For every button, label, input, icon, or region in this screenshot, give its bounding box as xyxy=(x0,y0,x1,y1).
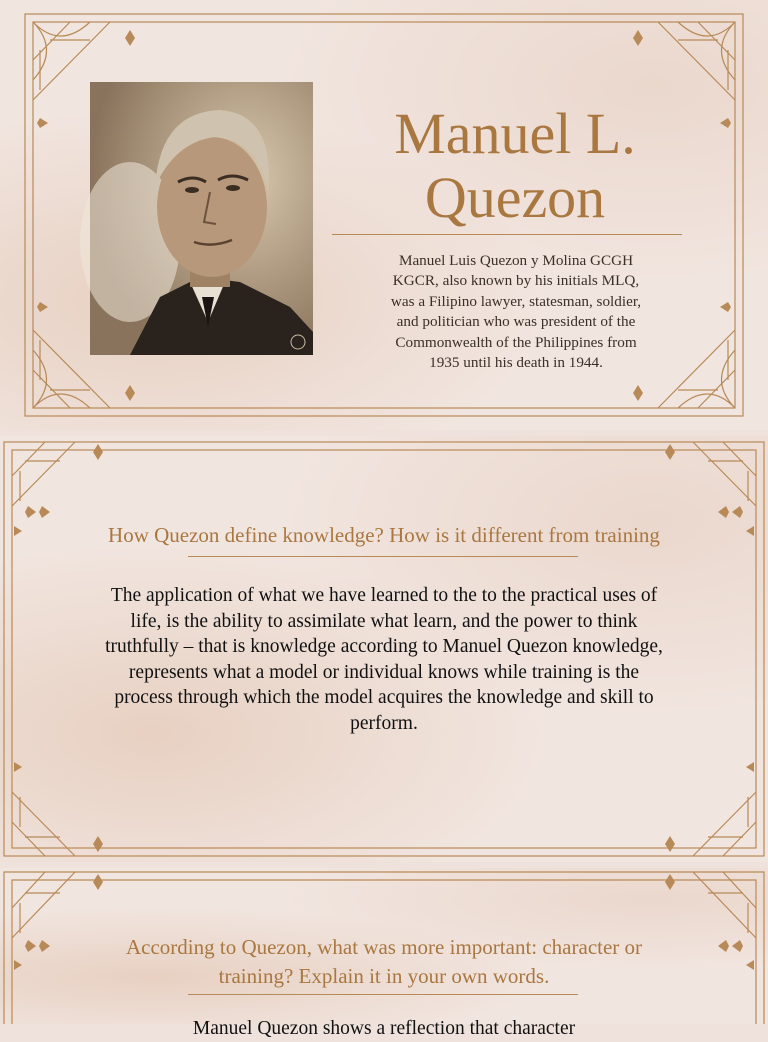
section-heading: According to Quezon, what was more important: character or training? Explain it in your own words. xyxy=(125,935,643,988)
heading-divider xyxy=(188,556,578,557)
heading-divider xyxy=(188,994,578,995)
page-title xyxy=(330,102,700,230)
slide-intro xyxy=(0,0,768,430)
title-divider xyxy=(332,234,682,235)
answer-text: Manuel Quezon shows a reflection that character xyxy=(192,1018,576,1039)
portrait-photo xyxy=(90,82,313,355)
slide-knowledge xyxy=(0,436,768,862)
biography-text: Manuel Luis Quezon y Molina GCGH KGCR, also known by his initials MLQ, was a Filipino lawyer, statesman, soldier, and politician who was president of the Commonwealth of the Philippines from 1935 until his death in 1944. xyxy=(390,252,642,372)
slide-character xyxy=(0,868,768,1039)
title-line-1: Manuel L. xyxy=(394,101,636,166)
answer-text: The application of what we have learned to the to the practical uses of life, is the ability to assimilate what learn, and the power to think truthfully – that is knowledge according to Manuel Quezon knowledge, represents what a model or individual knows while training is the process through which the model acquires the knowledge and skill to perform. xyxy=(105,585,663,734)
section-heading: How Quezon define knowledge? How is it different from training xyxy=(108,523,660,547)
title-line-2: Quezon xyxy=(424,165,606,230)
